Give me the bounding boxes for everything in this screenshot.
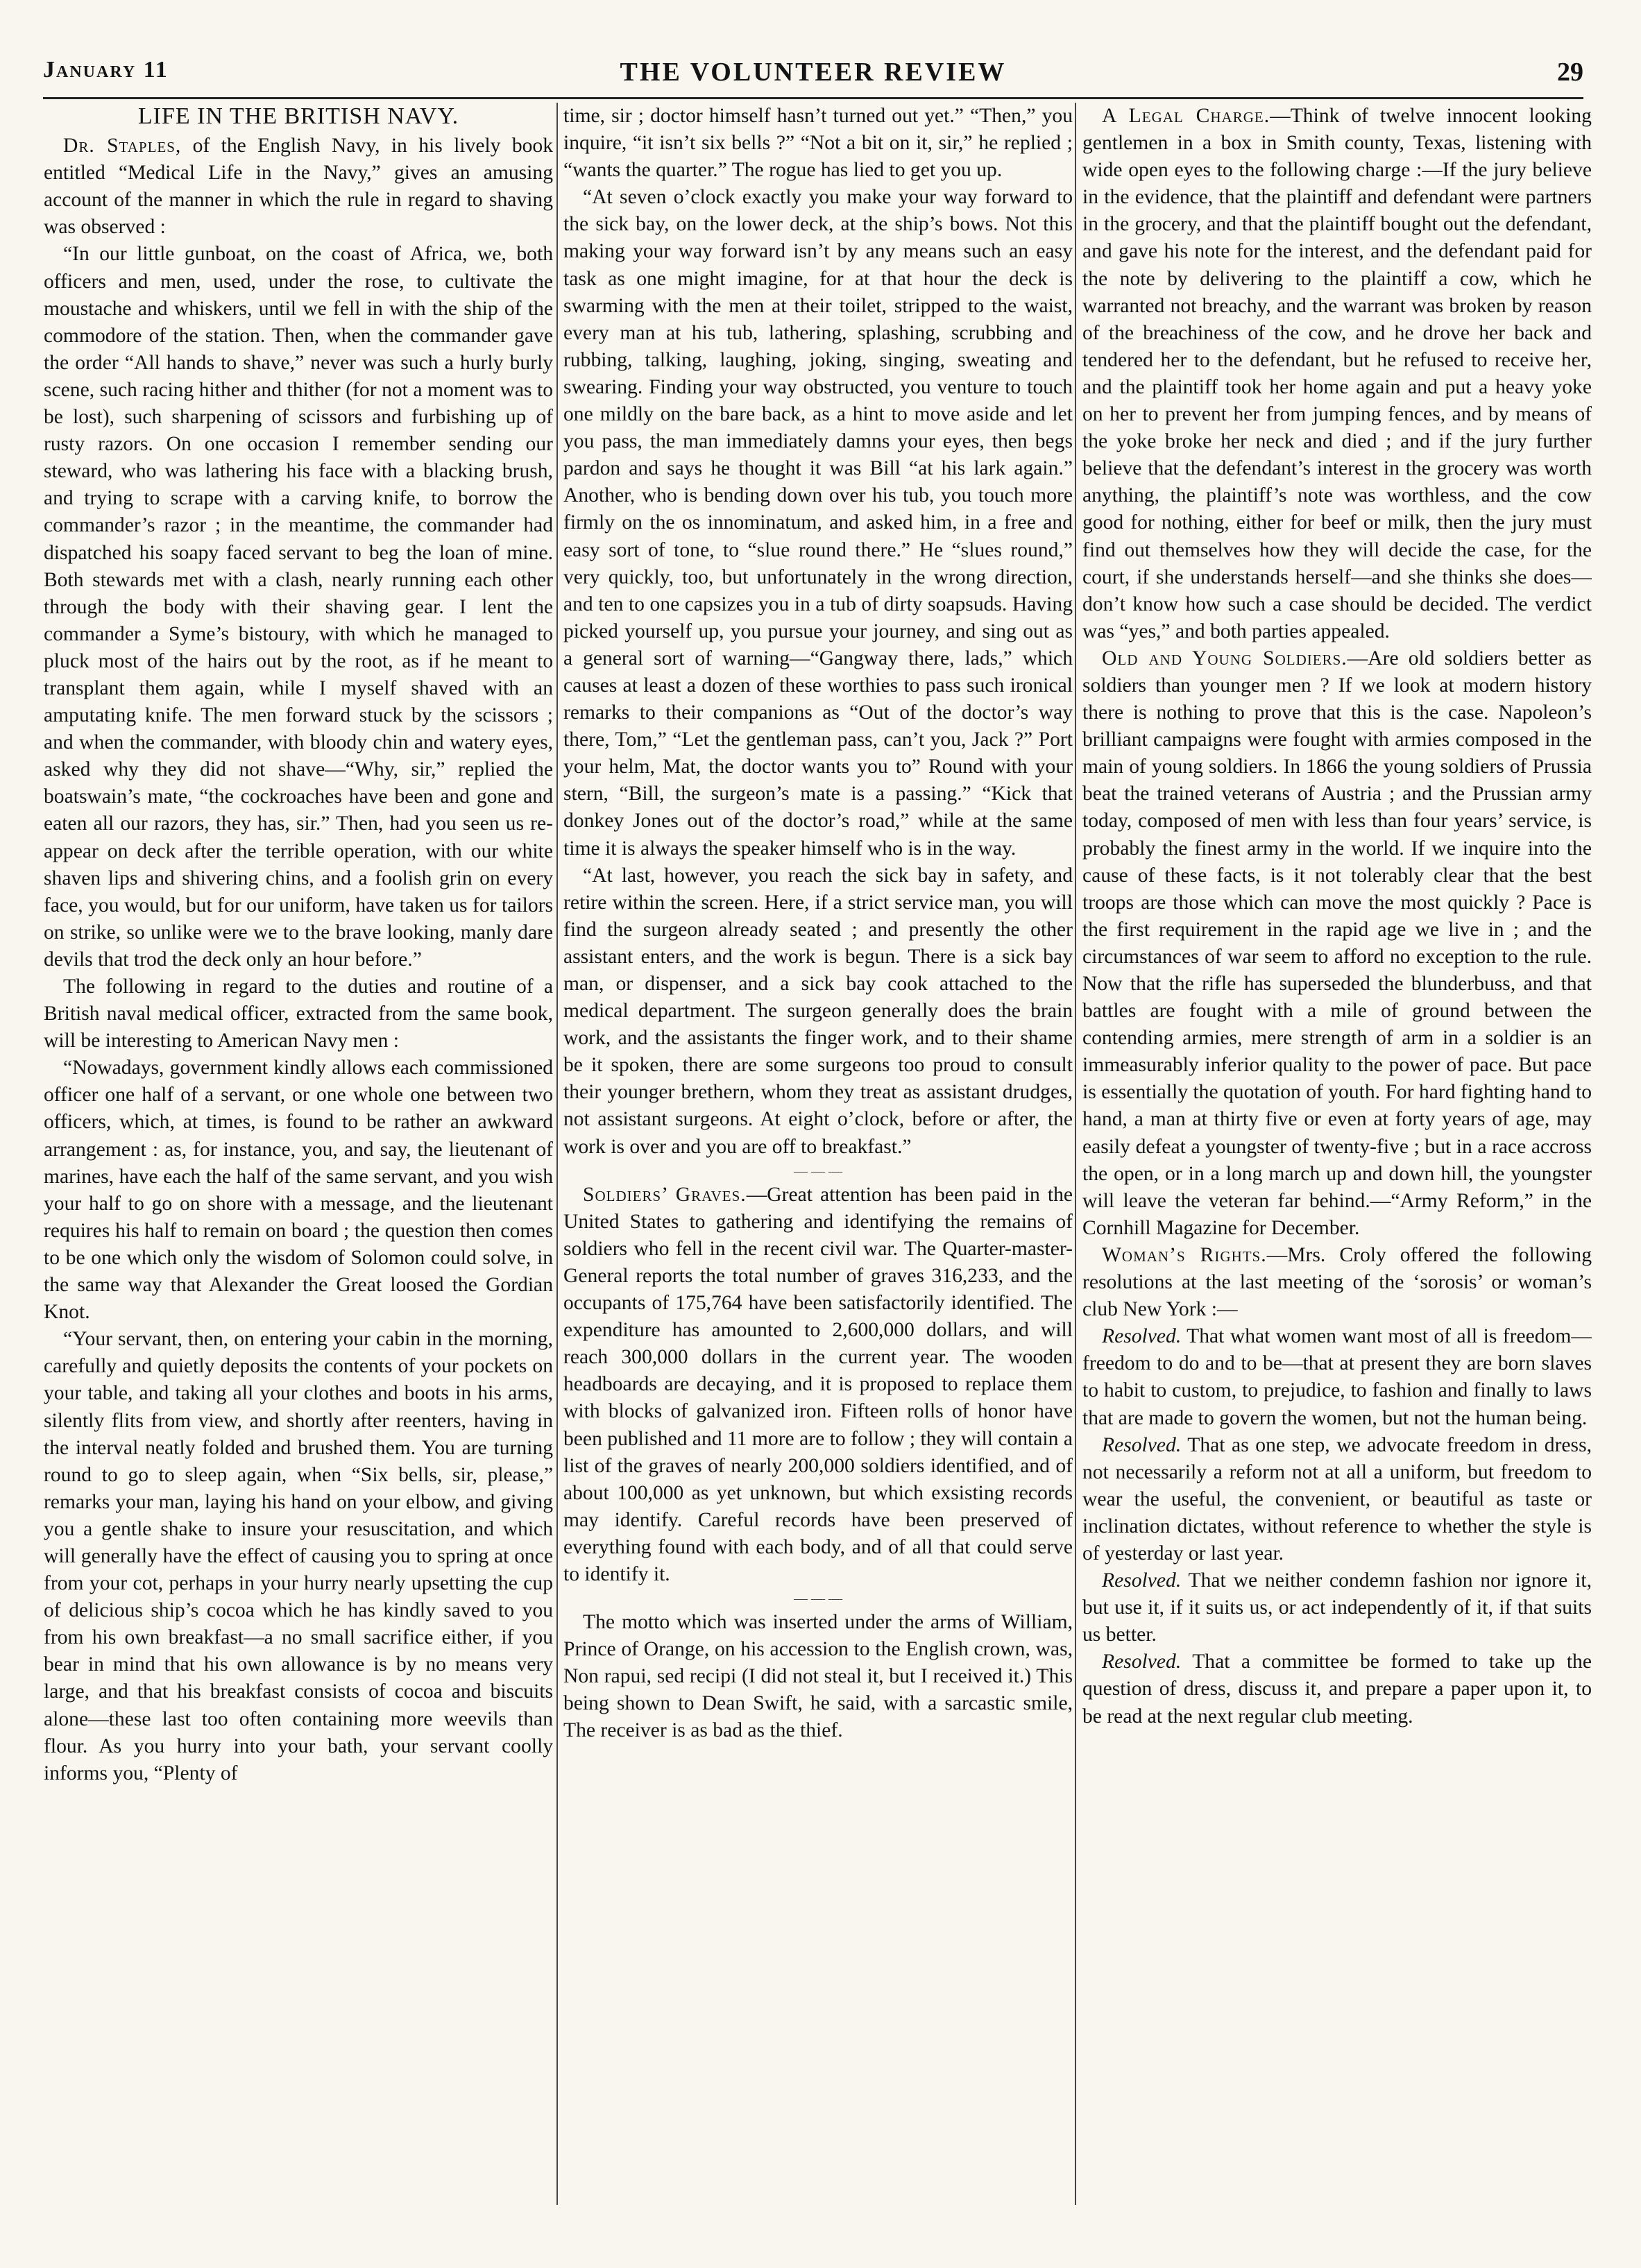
lead-in: Resolved. [1102, 1433, 1182, 1456]
paragraph [1082, 1323, 1592, 1431]
paragraph: The following in regard to the duties and routine of a British naval medical officer, extracted from the same book, will be interesting to American Navy men : [44, 975, 553, 1052]
column-rule-2 [1075, 103, 1076, 2205]
paragraph-text: —Great attention has been paid in the United States to gathering and identifying the remains of soldiers who fell in the recent civil war. The Quarter-master-General reports the total number of graves 316,233, and the occupants of 175,764 have been satisfactorily identified. The expenditure has amounted to 2,600,000 dollars, and will reach 300,000 dollars in the current year. The wooden headboards are decaying, and it is proposed to replace them with blocks of galvanized iron. Fifteen rolls of honor have been published and 11 more are to follow ; they will contain a list of the graves of nearly 200,000 soldiers identified, and of about 100,000 as yet unknown, but which exsisting records may identify. Careful records have been preserved of everything found with each body, and of all that could serve to identify it. [563, 1183, 1073, 1585]
paragraph [1082, 1567, 1592, 1648]
section-separator: — — — [794, 1163, 842, 1179]
section-separator: — — — [794, 1591, 842, 1607]
header-title: THE VOLUNTEER REVIEW [620, 58, 1007, 87]
paragraph: “Your servant, then, on entering your cabin in the morning, carefully and quietly deposits the contents of your pockets on your table, and taking all your clothes and boots in his arms, silently flits from view, and shortly after reenters, having in the interval neatly folded and brushed them. You are turning round to go to sleep again, when “Six bells, sir, please,” remarks your man, laying his hand on your elbow, and giving you a gentle shake to insure your resuscitation, and which will generally have the effect of causing you to spring at once from your cot, perhaps in your hurry nearly upsetting the cup of delicious ship’s cocoa which he has kindly saved to you from his own breakfast—a no small sacrifice either, if you bear in mind that his own allowance is by no means very large, and that his breakfast consists of cocoa and biscuits alone—these last too often containing more weevils than flour. As you hurry into your bath, your servant coolly informs you, “Plenty of [44, 1328, 553, 1784]
paragraph-text: —Are old soldiers better as soldiers than younger men ? If we look at modern history there is nothing to prove that this is the case. Napoleon’s brilliant campaigns were fought with armies composed in the main of young soldiers. In 1866 the young soldiers of Prussia beat the trained veterans of Austria ; and the Prussian army today, composed of men with less than four years’ service, is probably the finest army in the world. If we inquire into the cause of these facts, is it not tolerably clear that the best troops are those which can move the most quickly ? Pace is the first requirement in the rapid age we live in ; and the circumstances of war seem to afford no exception to the rule. Now that the rifle has superseded the blunderbuss, and that battles are fought with a mile of ground between the contending armies, mere strength of arm in a soldier is an immeasurably inferior quality to the power of pace. But pace is essentially the quotation of youth. For hard fighting hand to hand, a man at thirty five or even at forty years of age, may easily defeat a youngster of twenty-five ; but in a race accross the open, or in a long march up and down hill, the youngster will leave the veteran far behind.—“Army Reform,” in the Cornhill Magazine for December. [1082, 647, 1592, 1239]
paragraph-text: That a committee be formed to take up the question of dress, discuss it, and prepare a paper upon it, to be read at the next regular club meeting. [1082, 1651, 1592, 1728]
paragraph-text: —Think of twelve innocent looking gentlemen in a box in Smith county, Texas, listening with wide open eyes to the following charge :—If the jury believe in the evidence, that the plaintiff and defendant were partners in the grocery, and that the plaintiff bought out the defendant, and gave his note for the interest, and the defendant paid for the note by delivering to the plaintiff a cow, which he warranted not breachy, and the warrant was broken by reason of the breachiness of the cow, and he drove her back and tendered her to the defendant, but he refused to receive her, and the plaintiff took her home again and put a heavy yoke on her to prevent her from jumping fences, and by means of the yoke broke her neck and died ; and if the jury further believe that the defendant’s interest in the grocery was worth anything, the plaintiff’s note was worthless, and the cow good for nothing, either for beef or milk, then the jury must find out themselves how they will decide the case, for the court, if she understands herself—and she thinks she does—don’t know how such a case should be decided. The verdict was “yes,” and both parties appealed. [1082, 105, 1592, 642]
column-2 [563, 103, 1073, 2233]
paragraph [563, 1182, 1073, 1588]
paragraph: “At seven o’clock exactly you make your way forward to the sick bay, on the lower deck, at the ship’s bows. Not this making your way forward isn’t by any means such an easy task as one might imagine, for at that hour the deck is swarming with the men at their toilet, stripped to the waist, every man at his tub, lathering, splashing, scrubbing and rubbing, talking, laughing, joking, singing, sweating and swearing. Finding your way obstructed, you venture to touch one mildly on the bare back, as a hint to move aside and let you pass, the man immediately damns your eyes, then begs pardon and says he thought it was Bill “at his lark again.” Another, who is bending down over his tub, you touch more firmly on the os innominatum, and asked him, in a free and easy sort of tone, to “slue round there.” He “slues round,” very quickly, too, but unfortunately in the wrong direction, and ten to one capsizes you in a tub of dirty soapsuds. Having picked yourself up, you pursue your journey, and sing out as a general sort of warning—“Gangway there, lads,” which causes at least a dozen of these worthies to pass such ironical remarks to their companions as “Out of the doctor’s way there, Tom,” “Let the gentleman pass, can’t you, Jack ?” Port your helm, Mat, the doctor wants you to” Round with your stern, “Bill, the surgeon’s mate is a passing.” “Kick that donkey Jones out of the doctor’s road,” while at the same time it is always the speaker himself who is in the way. [563, 186, 1073, 860]
lead-in: Resolved. [1102, 1651, 1182, 1673]
paragraph-text: That as one step, we advocate freedom in dress, not necessarily a reform not at all a uniform, but freedom to wear the useful, the convenient, or beautiful as taste or inclination dictates, without reference to whether the style is of yesterday or last year. [1082, 1433, 1592, 1564]
paragraph: The motto which was inserted under the arms of William, Prince of Orange, on his accession to the English crown, was, Non rapui, sed recipi (I did not steal it, but I received it.) This being shown to Dean Swift, he said, with a sarcastic smile, The receiver is as bad as the thief. [563, 1611, 1073, 1742]
paragraph: “Nowadays, government kindly allows each commissioned officer one half of a servant, or one whole one between two officers, which, at times, is found to be rather an awkward arrangement : as, for instance, you, and say, the lieutenant of marines, have each the half of the same servant, and you wish your half to go on shore with a message, and the lieutenant requires his half to remain on board ; the question then comes to be one which only the wisdom of Solomon could solve, in the same way that Alexander the Great loosed the Gordian Knot. [44, 1057, 553, 1324]
column-rule-1 [556, 103, 558, 2205]
paragraph [44, 133, 553, 241]
lead-in: Resolved. [1102, 1569, 1182, 1592]
paragraph-text: of the English Navy, in his lively book entitled “Medical Life in the Navy,” gives an amusing account of the manner in which the rule in regard to shaving was observed : [44, 135, 553, 239]
article-title-navy: LIFE IN THE BRITISH NAVY. [137, 103, 459, 129]
paragraph [1082, 103, 1592, 645]
header-page-number: 29 [1557, 58, 1583, 87]
lead-in: Old and Young Soldiers. [1102, 647, 1347, 670]
lead-in: Woman’s Rights. [1102, 1243, 1267, 1266]
paragraph-text: —Mrs. Croly offered the following resolutions at the last meeting of the ‘sorosis’ or woman’s club New York :— [1082, 1243, 1592, 1321]
lead-in: A Legal Charge. [1102, 105, 1270, 127]
lead-in: Soldiers’ Graves. [583, 1183, 747, 1206]
paragraph: time, sir ; doctor himself hasn’t turned out yet.” “Then,” you inquire, “it isn’t six bells ?” “Not a bit on it, sir,” he replied ; “wants the quarter.” The rogue has lied to get you up. [563, 105, 1073, 182]
header-date: January 11 [43, 57, 169, 83]
paragraph [1082, 1242, 1592, 1323]
paragraph: “At last, however, you reach the sick bay in safety, and retire within the screen. Here, if a strict service man, you will find the surgeon already seated ; and presently the other assistant enters, and the work is begun. There is a sick bay man, or dispenser, and a sick bay cook attached to the medical department. The surgeon generally does the brain work, and the assistants the finger work, and to their shame be it spoken, there are some surgeons too proud to consult their younger brethern, whom they treat as assistant drudges, not assistant surgeons. At eight o’clock, before or after, the work is over and you are off to breakfast.” [563, 864, 1073, 1158]
column-1 [44, 103, 553, 2233]
paragraph [1082, 1432, 1592, 1567]
paragraph [1082, 645, 1592, 1242]
column-3 [1082, 103, 1592, 2233]
paragraph [1082, 1648, 1592, 1730]
paragraph-text: That we neither condemn fashion nor ignore it, but use it, if it suits us, or act independently of it, if that suits us better. [1082, 1569, 1592, 1646]
lead-in: Resolved. [1102, 1325, 1182, 1348]
lead-in: Dr. Staples, [63, 135, 182, 157]
paragraph: “In our little gunboat, on the coast of Africa, we, both officers and men, used, under the rose, to cultivate the moustache and whiskers, until we fell in with the ship of the commodore of the station. Then, when the commander gave the order “All hands to shave,” never was such a hurly burly scene, such racing hither and thither (for not a moment was to be lost), such sharpening of scissors and furbishing up of rusty razors. On one occasion I remember sending our steward, who was lathering his face with a blacking brush, and trying to scrape with a carving knife, to borrow the commander’s razor ; in the meantime, the commander had dispatched his soapy faced servant to beg the loan of mine. Both stewards met with a clash, nearly running each other through the body with their shaving gear. I lent the commander a Syme’s bistoury, with which he managed to pluck most of the hairs out by the root, as if he meant to transplant them again, while I myself shaved with an amputating knife. The men forward stuck by the scissors ; and when the commander, with bloody chin and watery eyes, asked why they did not shave—“Why, sir,” replied the boatswain’s mate, “the cockroaches have been and gone and eaten all our razors, they has, sir.” Then, had you seen us re-appear on deck after the terrible operation, with our white shaven lips and shivering chins, and a foolish grin on every face, you would, but for our uniform, have taken us for tailors on strike, so unlike were we to the brave looking, manly dare devils that trod the deck only an hour before.” [44, 243, 553, 971]
paragraph-text: That what women want most of all is freedom—freedom to do and to be—that at present they are born slaves to habit to custom, to prejudice, to fashion and finally to laws that are made to govern the women, but not the human being. [1082, 1325, 1592, 1429]
page-header [43, 57, 1583, 99]
header-rule [43, 97, 1583, 99]
